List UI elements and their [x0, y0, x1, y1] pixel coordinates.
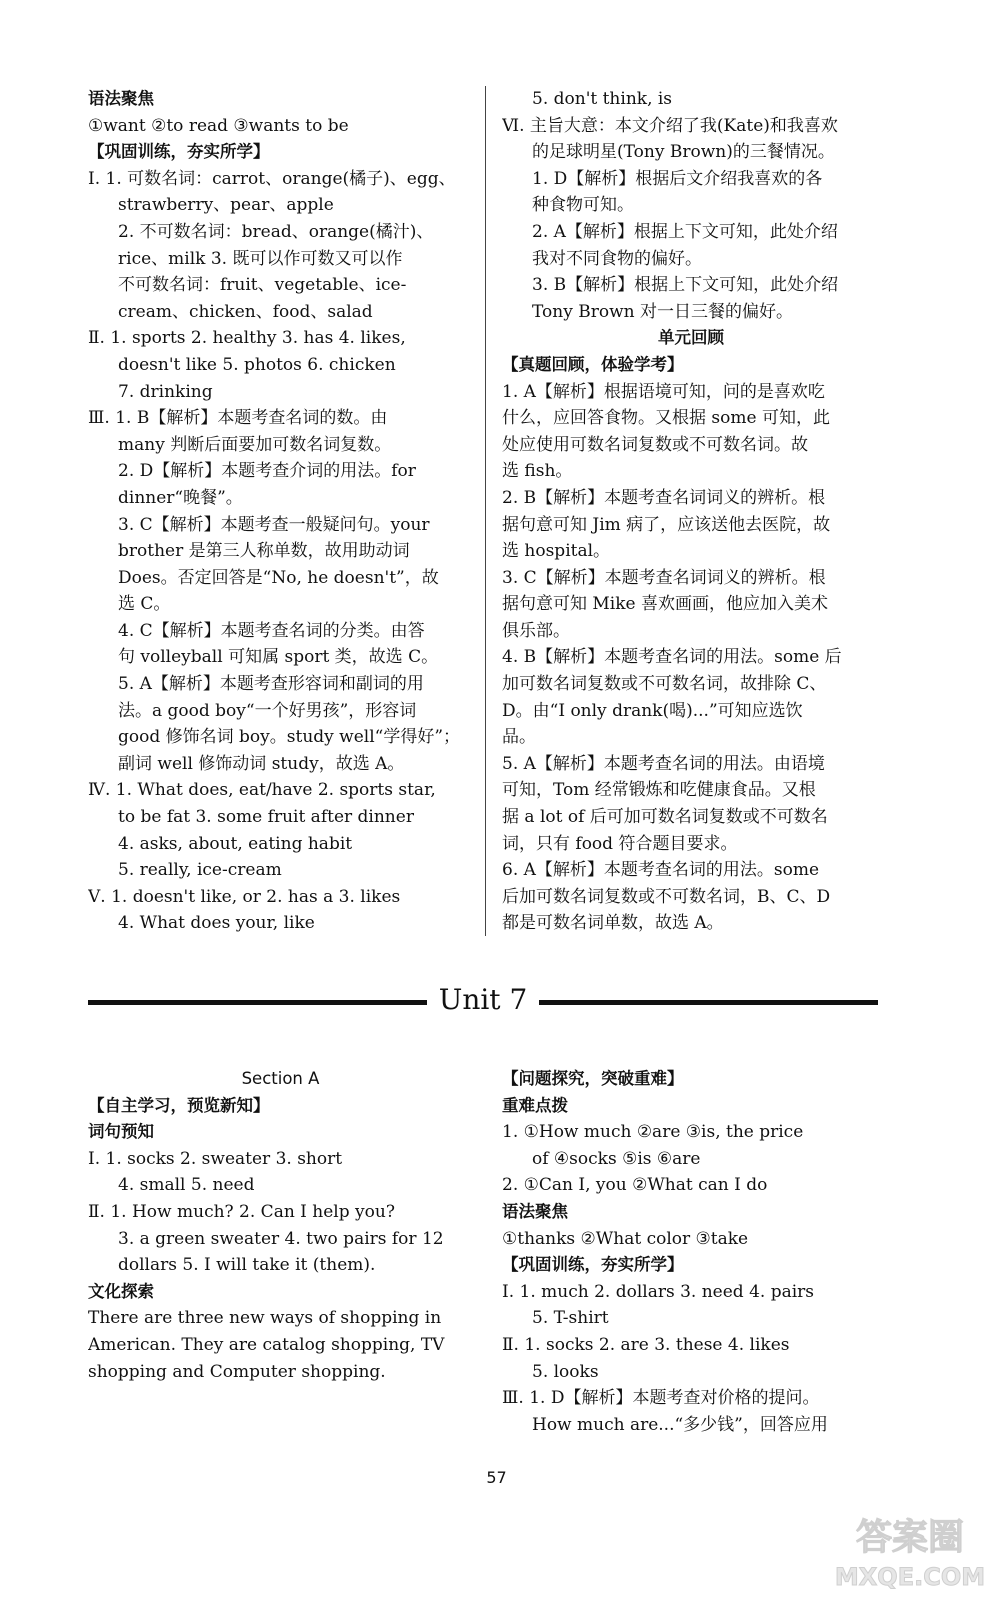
unit-title: Unit 7 — [427, 983, 540, 1016]
answer-line: Ⅱ. 1. socks 2. are 3. these 4. likes — [502, 1334, 790, 1355]
answer-line: 4. small 5. need — [118, 1175, 255, 1196]
answer-line: Ⅳ. 1. What does, eat/have 2. sports star, — [88, 780, 436, 801]
answer-line: 可知，Tom 经常锻炼和吃健康食品。又根 — [502, 780, 816, 801]
section-heading: 文化探索 — [88, 1281, 154, 1301]
answer-line: ①thanks ②What color ③take — [502, 1228, 749, 1249]
answer-line: 不可数名词：fruit、vegetable、ice- — [118, 275, 407, 296]
bottom-right-column — [502, 1066, 880, 1438]
answer-line: 5. really, ice-cream — [118, 860, 282, 881]
answer-line: 5. looks — [532, 1361, 599, 1382]
answer-line: D。由“I only drank(喝)...”可知应选饮 — [502, 700, 803, 721]
answer-line: ①want ②to read ③wants to be — [88, 115, 349, 136]
section-heading: 重难点拨 — [502, 1095, 568, 1115]
answer-line: 5. A【解析】本题考查形容词和副词的用 — [118, 674, 424, 695]
section-heading: 语法聚焦 — [88, 89, 154, 108]
answer-line: 2. 不可数名词：bread、orange(橘汁)、 — [118, 221, 434, 242]
answer-line: 俱乐部。 — [502, 620, 570, 641]
answer-line: 1. D【解析】根据后文介绍我喜欢的各 — [532, 168, 823, 189]
answer-line: There are three new ways of shopping in — [88, 1308, 442, 1329]
answer-line: 5. A【解析】本题考查名词的用法。由语境 — [502, 753, 825, 774]
answer-line: Ⅲ. 1. B【解析】本题考查名词的数。由 — [88, 408, 388, 429]
column-divider — [485, 86, 486, 936]
section-heading: 【问题探究，突破重难】 — [502, 1069, 684, 1088]
answer-line: 据句意可知 Mike 喜欢画画，他应加入美术 — [502, 594, 829, 615]
answer-line: many 判断后面要加可数名词复数。 — [118, 434, 392, 455]
answer-line: 4. asks, about, eating habit — [118, 833, 353, 854]
answer-line: to be fat 3. some fruit after dinner — [118, 807, 414, 828]
answer-line: 我对不同食物的偏好。 — [532, 248, 702, 269]
answer-line: Ⅱ. 1. How much? 2. Can I help you? — [88, 1201, 395, 1222]
top-left-column — [88, 86, 473, 937]
section-heading: 单元回顾 — [658, 328, 724, 348]
answer-line: 选 hospital。 — [502, 541, 611, 562]
answer-line: 3. C【解析】本题考查名词词义的辨析。根 — [502, 567, 826, 588]
answer-line: 2. D【解析】本题考查介词的用法。for — [118, 461, 416, 482]
answer-line: strawberry、pear、apple — [118, 195, 334, 216]
section-heading: 语法聚焦 — [502, 1201, 568, 1221]
answer-line: rice、milk 3. 既可以作可数又可以作 — [118, 248, 403, 269]
answer-line: 加可数名词复数或不可数名词，故排除 C、 — [502, 674, 827, 695]
bottom-left-column — [88, 1066, 473, 1385]
answer-line: 4. B【解析】本题考查名词的用法。some 后 — [502, 647, 842, 668]
answer-line: Ⅰ. 1. socks 2. sweater 3. short — [88, 1148, 343, 1169]
answer-line: doesn't like 5. photos 6. chicken — [118, 354, 396, 375]
answer-line: 3. B【解析】根据上下文可知，此处介绍 — [532, 275, 839, 296]
answer-line: 3. C【解析】本题考查一般疑问句。your — [118, 514, 430, 535]
answer-line: brother 是第三人称单数，故用助动词 — [118, 541, 410, 562]
answer-line: Section A — [241, 1069, 320, 1088]
answer-line: 5. T-shirt — [532, 1308, 609, 1329]
answer-line: 6. A【解析】本题考查名词的用法。some — [502, 860, 820, 881]
answer-line: 2. A【解析】根据上下文可知，此处介绍 — [532, 221, 838, 242]
answer-line: 法。a good boy“一个好男孩”，形容词 — [118, 700, 417, 721]
answer-line: dinner“晚餐”。 — [118, 487, 243, 508]
answer-line: 据 a lot of 后可加可数名词复数或不可数名 — [502, 807, 828, 828]
section-heading: 【真题回顾，体验学考】 — [502, 354, 684, 374]
answer-line: Tony Brown 对一日三餐的偏好。 — [532, 301, 793, 322]
page-number: 57 — [486, 1468, 507, 1487]
answer-line: of ④socks ⑤is ⑥are — [532, 1148, 701, 1169]
answer-line: 后加可数名词复数或不可数名词，B、C、D — [502, 886, 831, 907]
watermark-line1: 答案圈 — [855, 1517, 965, 1558]
answer-line: 副词 well 修饰动词 study，故选 A。 — [118, 753, 405, 774]
answer-line: 都是可数名词单数，故选 A。 — [502, 913, 724, 934]
watermark-line2: MXQE.COM — [835, 1563, 985, 1591]
answer-line: good 修饰名词 boy。study well“学得好”； — [118, 727, 461, 748]
section-heading: 词句预知 — [88, 1122, 154, 1142]
answer-line: American. They are catalog shopping, TV — [88, 1334, 445, 1355]
answer-line: Ⅵ. 主旨大意：本文介绍了我(Kate)和我喜欢 — [502, 115, 838, 136]
answer-line: 4. What does your, like — [118, 913, 315, 934]
answer-line: Ⅰ. 1. 可数名词：carrot、orange(橘子)、egg、 — [88, 168, 456, 189]
section-heading: 【巩固训练，夯实所学】 — [88, 142, 270, 162]
answer-line: 品。 — [502, 727, 536, 748]
answer-line: Does。否定回答是“No, he doesn't”，故 — [118, 567, 439, 588]
answer-line: How much are...“多少钱”，回答应用 — [532, 1414, 828, 1435]
answer-line: 选 fish。 — [502, 461, 573, 482]
answer-line: 处应使用可数名词复数或不可数名词。故 — [502, 434, 808, 455]
watermark-logo — [835, 1505, 985, 1595]
answer-line: dollars 5. I will take it (them). — [118, 1255, 376, 1276]
answer-line: 的足球明星(Tony Brown)的三餐情况。 — [532, 142, 835, 163]
answer-line: 4. C【解析】本题考查名词的分类。由答 — [118, 620, 425, 641]
answer-line: 种食物可知。 — [532, 195, 634, 216]
answer-line: 2. ①Can I, you ②What can I do — [502, 1175, 768, 1196]
answer-line: Ⅱ. 1. sports 2. healthy 3. has 4. likes, — [88, 328, 406, 349]
section-heading: 【自主学习，预览新知】 — [88, 1095, 270, 1115]
answer-line: 什么，应回答食物。又根据 some 可知，此 — [502, 408, 830, 429]
answer-line: shopping and Computer shopping. — [88, 1361, 386, 1382]
answer-line: 据句意可知 Jim 病了，应该送他去医院，故 — [502, 514, 831, 535]
answer-line: cream、chicken、food、salad — [118, 301, 373, 322]
answer-line: Ⅰ. 1. much 2. dollars 3. need 4. pairs — [502, 1281, 815, 1302]
answer-line: 7. drinking — [118, 381, 213, 402]
unit-header — [88, 980, 878, 1024]
top-right-column — [502, 86, 880, 937]
answer-line: 5. don't think, is — [532, 89, 673, 109]
answer-line: Ⅴ. 1. doesn't like, or 2. has a 3. likes — [88, 886, 401, 907]
answer-line: 2. B【解析】本题考查名词词义的辨析。根 — [502, 487, 826, 508]
section-heading: 【巩固训练，夯实所学】 — [502, 1255, 684, 1275]
answer-line: 词，只有 food 符合题目要求。 — [502, 833, 738, 854]
answer-line: 选 C。 — [118, 594, 171, 615]
answer-line: 1. A【解析】根据语境可知，问的是喜欢吃 — [502, 381, 825, 402]
answer-line: 句 volleyball 可知属 sport 类，故选 C。 — [118, 647, 439, 668]
answer-line: 1. ①How much ②are ③is, the price — [502, 1122, 804, 1143]
answer-line: 3. a green sweater 4. two pairs for 12 — [118, 1228, 444, 1249]
answer-line: Ⅲ. 1. D【解析】本题考查对价格的提问。 — [502, 1388, 820, 1409]
